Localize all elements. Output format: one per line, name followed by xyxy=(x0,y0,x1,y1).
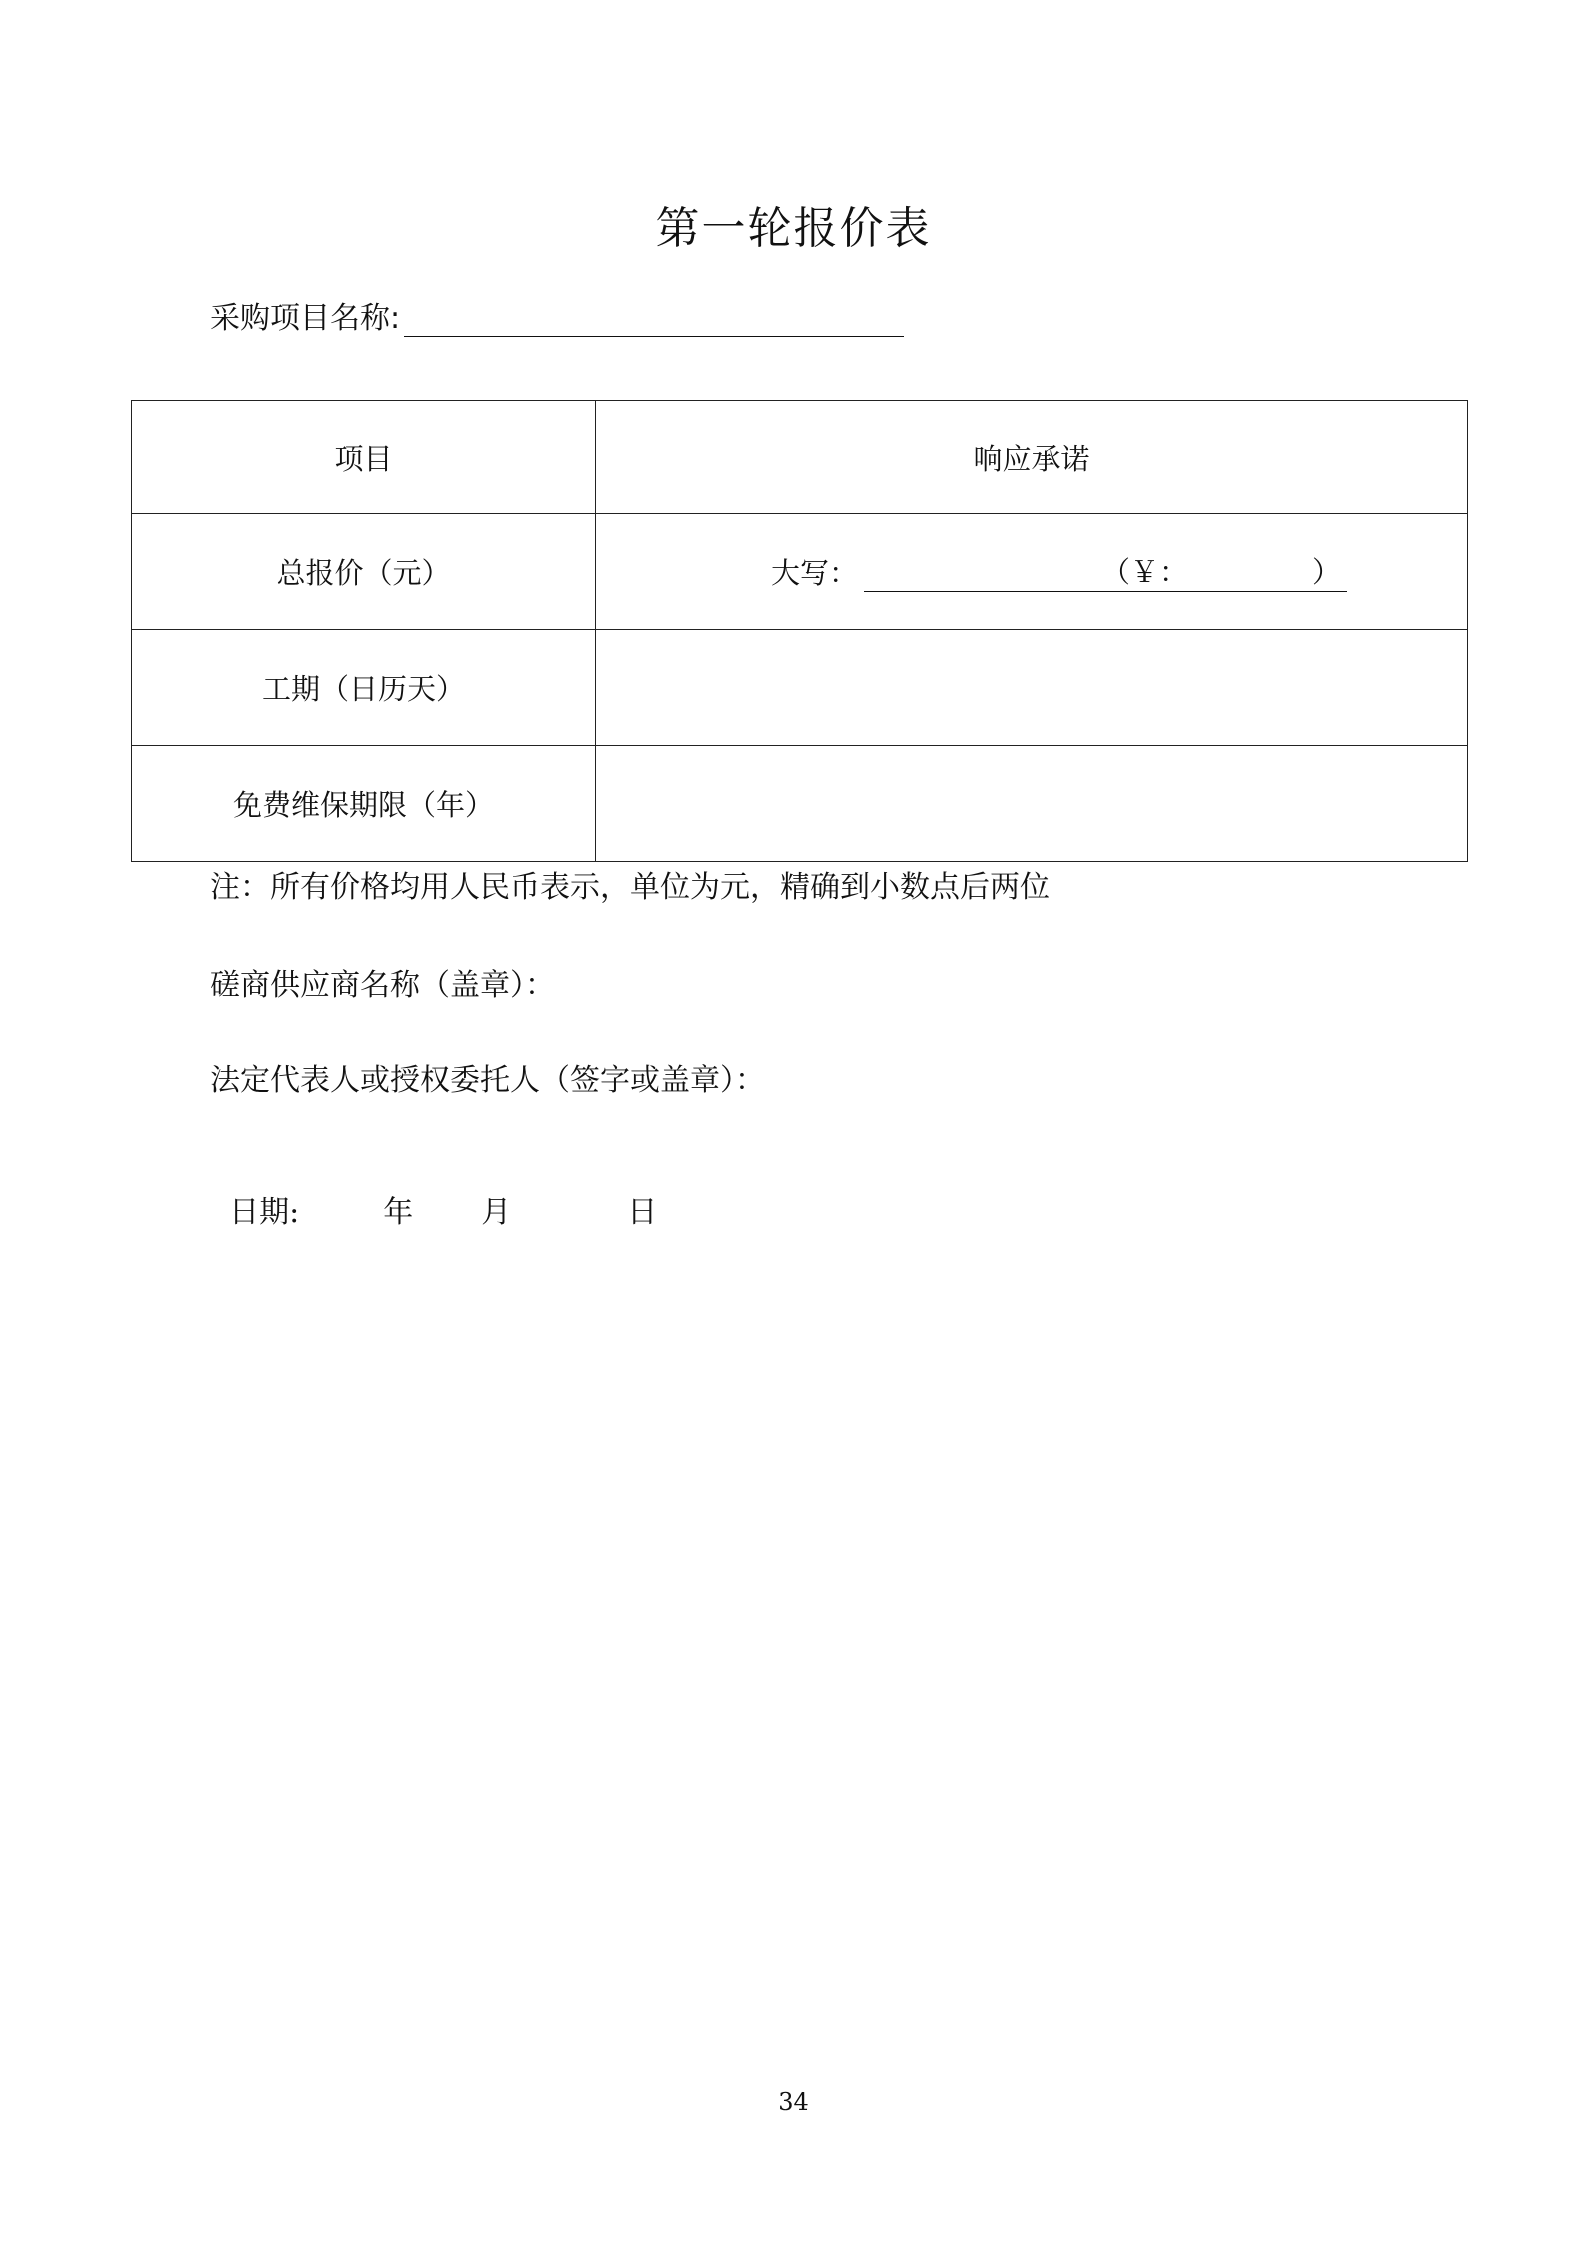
row-total-price-label: 总报价（元） xyxy=(132,514,596,630)
supplier-name-label: 磋商供应商名称（盖章）： xyxy=(210,968,555,1003)
header-response: 响应承诺 xyxy=(596,401,1468,514)
project-name-line xyxy=(210,293,904,337)
page-number: 34 xyxy=(778,2088,809,2116)
header-item: 项目 xyxy=(132,401,596,514)
yen-label: （￥： xyxy=(1101,555,1189,589)
row-total-price-value[interactable] xyxy=(596,514,1468,630)
date-label: 日期: xyxy=(229,1195,300,1230)
amount-words-label: 大写： xyxy=(771,556,859,590)
amount-field[interactable] xyxy=(596,551,1467,592)
row-duration-value[interactable] xyxy=(596,630,1468,746)
table-header-row xyxy=(132,401,1468,514)
row-duration-label: 工期（日历天） xyxy=(132,630,596,746)
date-line xyxy=(210,1152,657,1231)
row-warranty-value[interactable] xyxy=(596,746,1468,862)
page-title: 第一轮报价表 xyxy=(655,203,932,254)
representative-label: 法定代表人或授权委托人（签字或盖章）： xyxy=(210,1063,765,1098)
yen-close-paren: ） xyxy=(1312,555,1342,589)
amount-blank[interactable] xyxy=(864,555,1347,592)
date-year: 年 xyxy=(383,1195,414,1230)
table-row xyxy=(132,630,1468,746)
table-row xyxy=(132,746,1468,862)
row-warranty-label: 免费维保期限（年） xyxy=(132,746,596,862)
date-day: 日 xyxy=(627,1195,658,1230)
project-name-blank[interactable] xyxy=(404,300,904,337)
table-row xyxy=(132,514,1468,630)
price-note: 注：所有价格均用人民币表示，单位为元，精确到小数点后两位 xyxy=(210,870,1050,905)
project-name-label: 采购项目名称: xyxy=(210,301,401,336)
date-month: 月 xyxy=(481,1195,512,1230)
quote-table xyxy=(131,400,1468,862)
